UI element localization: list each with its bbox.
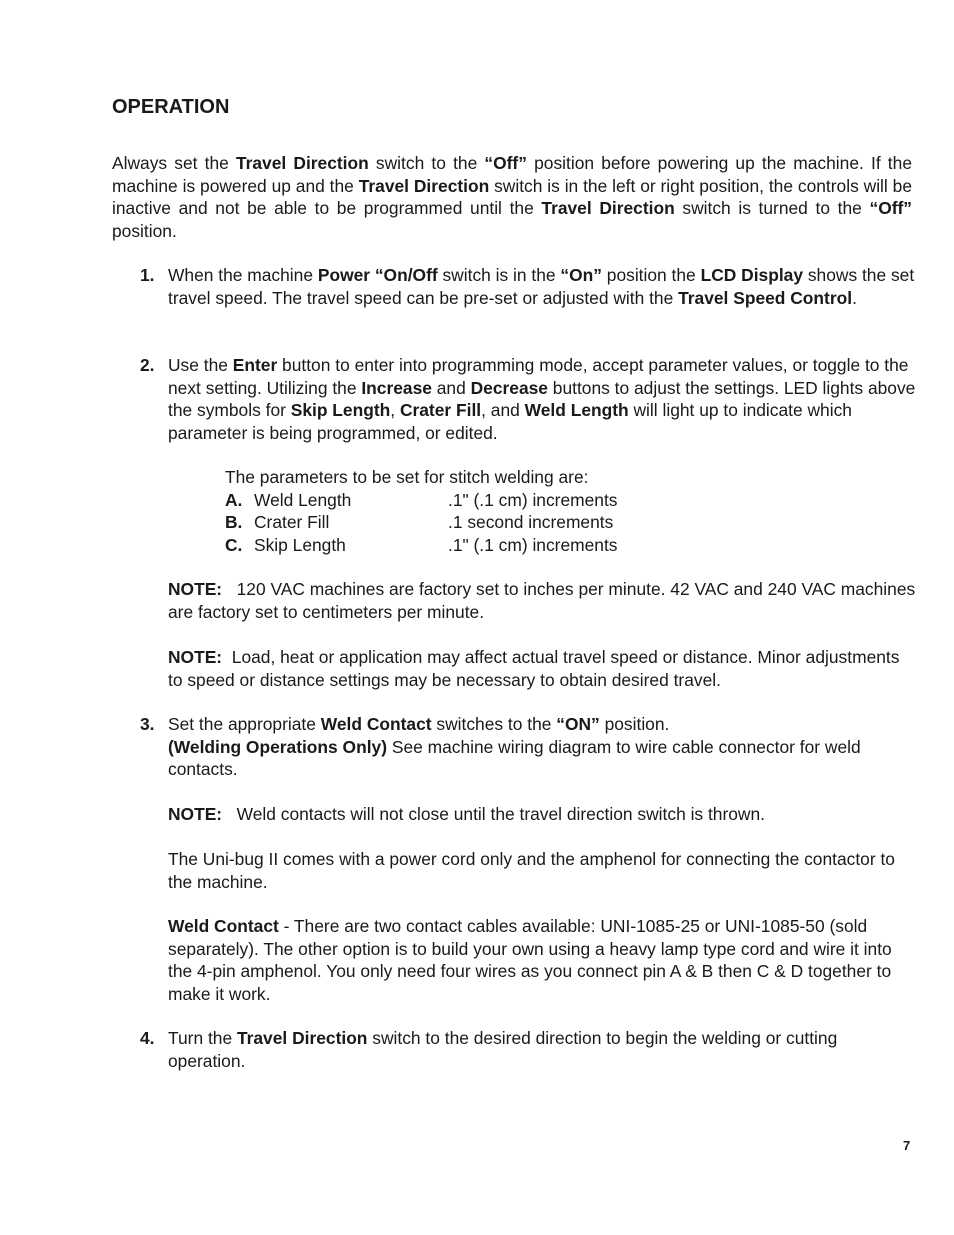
- step-text: position.: [599, 714, 670, 734]
- step-text: shows the set travel speed. The travel speed can be pre-set or adjusted with the: [168, 265, 915, 308]
- intro-text: switch is in the left or right position, the controls will be inactive and not be able to be programmed until the: [112, 175, 912, 218]
- step-emphasis: Increase: [361, 377, 432, 398]
- step-emphasis: “ON”: [556, 714, 600, 734]
- step-text: switch is in the: [437, 265, 561, 285]
- unibug-paragraph: The Uni-bug II comes with a power cord only and the amphenol for connecting the contactor to the machine.: [168, 849, 895, 892]
- intro-emphasis: “Off”: [484, 153, 527, 173]
- intro-text: position before powering up the machine. If the machine is powered up and the: [112, 153, 912, 196]
- step-emphasis: Skip Length: [290, 400, 391, 420]
- parameter-row: [225, 534, 618, 557]
- step-text: switches to the: [431, 714, 557, 734]
- step-text: position the: [601, 265, 701, 285]
- step-number: 1.: [140, 265, 155, 285]
- parameter-letter: C.: [225, 534, 243, 555]
- note-label: NOTE:: [168, 579, 223, 599]
- note-2: [168, 646, 918, 691]
- step-text: buttons to adjust the settings. LED lights above the symbols for: [168, 377, 916, 420]
- parameter-list-intro: The parameters to be set for stitch welding are:: [225, 467, 589, 487]
- step-1-text: [168, 264, 918, 309]
- intro-text: Always set the: [112, 153, 236, 173]
- intro-emphasis: Travel Direction: [235, 153, 369, 173]
- note-text: 120 VAC machines are factory set to inches per minute. 42 VAC and 240 VAC machines are factory set to centimeters per minute.: [168, 579, 921, 622]
- step-text: Turn the: [168, 1028, 237, 1048]
- step-emphasis: Enter: [232, 355, 278, 375]
- note-3: [168, 803, 918, 826]
- step-emphasis: Crater Fill: [399, 400, 482, 420]
- step-number: 2.: [140, 355, 155, 375]
- step-3-text: [168, 713, 918, 781]
- step-emphasis: “On”: [560, 265, 602, 285]
- weld-contact-text: - There are two contact cables available: UNI-1085-25 or UNI-1085-50 (sold separately). The other option is to build your own using a heavy lamp type cord and wire it into the 4-pin amphenol. You only need four wires as you connect pin A & B then C & D together to make it work.: [168, 916, 892, 1004]
- step-text: button to enter into programming mode, accept parameter values, or toggle to the next setting. Utilizing the: [168, 355, 909, 398]
- section-heading: OPERATION: [112, 96, 230, 118]
- note-label: NOTE:: [168, 647, 223, 667]
- step-emphasis: Travel Direction: [236, 1028, 368, 1048]
- step-emphasis: Power “On/Off: [317, 265, 438, 285]
- step-text: and: [431, 377, 471, 398]
- parameter-name: Skip Length: [254, 534, 346, 555]
- step-number: 3.: [140, 714, 155, 734]
- step-2-text: [168, 354, 918, 444]
- step-4-text: [168, 1027, 918, 1072]
- step-text: will light up to indicate which parameter is being programmed, or edited.: [168, 400, 852, 443]
- parameter-list: [225, 466, 618, 556]
- note-text: Load, heat or application may affect actual travel speed or distance. Minor adjustments to speed or distance settings may be necessary to obtain desired travel.: [168, 647, 905, 690]
- step-text: Set the appropriate: [168, 714, 321, 734]
- step-emphasis: Travel Speed Control: [678, 287, 853, 308]
- step-emphasis: LCD Display: [700, 265, 804, 285]
- parameter-row: [225, 489, 618, 512]
- page-number: 7: [903, 1138, 911, 1153]
- step-emphasis: Decrease: [470, 377, 548, 398]
- intro-paragraph: [112, 152, 912, 242]
- note-label: NOTE:: [168, 804, 223, 824]
- parameter-letter: A.: [225, 489, 243, 510]
- parameter-desc: .1 second increments: [448, 512, 614, 532]
- parameter-name: Weld Length: [254, 489, 352, 510]
- step-emphasis: Weld Length: [524, 400, 629, 420]
- intro-emphasis: Travel Direction: [541, 198, 675, 218]
- parameter-desc: .1" (.1 cm) increments: [448, 489, 618, 510]
- intro-text: switch to the: [368, 153, 485, 173]
- parameter-desc: .1" (.1 cm) increments: [448, 534, 618, 555]
- step-text: See machine wiring diagram to wire cable connector for weld contacts.: [168, 736, 861, 779]
- step-text: Use the: [168, 355, 233, 375]
- note-text: Weld contacts will not close until the travel direction switch is thrown.: [222, 804, 765, 824]
- step-text: switch to the desired direction to begin the welding or cutting operation.: [168, 1028, 838, 1071]
- step-text: .: [852, 287, 857, 308]
- intro-text: switch is turned to the: [674, 198, 870, 218]
- step-text: When the machine: [168, 265, 318, 285]
- intro-text: position.: [112, 220, 177, 241]
- parameter-row: [225, 511, 618, 534]
- step-emphasis: (Welding Operations Only): [168, 736, 388, 757]
- weld-contact-label: Weld Contact: [168, 916, 279, 936]
- step-number: 4.: [140, 1028, 155, 1048]
- weld-contact-paragraph: [168, 915, 918, 1005]
- note-1: [168, 578, 921, 623]
- step-emphasis: Weld Contact: [320, 714, 432, 734]
- step-text: ,: [390, 400, 400, 420]
- parameter-name: Crater Fill: [254, 512, 330, 532]
- intro-emphasis: “Off”: [869, 198, 913, 218]
- intro-emphasis: Travel Direction: [358, 175, 490, 196]
- parameter-letter: B.: [225, 512, 243, 532]
- step-text: , and: [481, 400, 525, 420]
